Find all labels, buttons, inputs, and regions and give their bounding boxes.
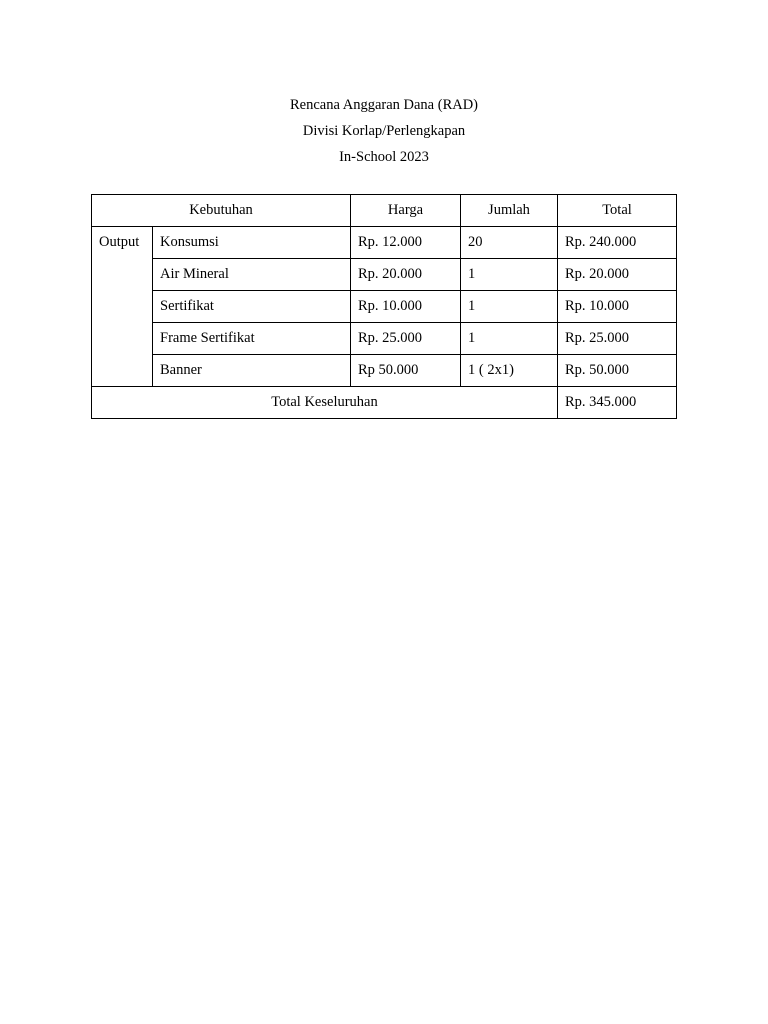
cell-total: Rp. 240.000 bbox=[558, 227, 677, 259]
table-row bbox=[92, 227, 677, 259]
cell-total: Rp. 25.000 bbox=[558, 323, 677, 355]
header-kebutuhan: Kebutuhan bbox=[92, 195, 351, 227]
table-row bbox=[92, 355, 677, 387]
title-line-main: Rencana Anggaran Dana (RAD) bbox=[289, 97, 479, 113]
cell-item: Banner bbox=[153, 355, 351, 387]
table-header-row bbox=[92, 195, 677, 227]
cell-total: Rp. 20.000 bbox=[558, 259, 677, 291]
cell-item: Konsumsi bbox=[153, 227, 351, 259]
cell-harga: Rp. 12.000 bbox=[351, 227, 461, 259]
cell-harga: Rp. 20.000 bbox=[351, 259, 461, 291]
budget-table bbox=[91, 194, 677, 419]
cell-harga: Rp 50.000 bbox=[351, 355, 461, 387]
cell-jumlah: 1 bbox=[461, 291, 558, 323]
title-line-event: In-School 2023 bbox=[339, 149, 429, 165]
grand-total-label: Total Keseluruhan bbox=[92, 387, 558, 419]
cell-jumlah: 20 bbox=[461, 227, 558, 259]
cell-total: Rp. 50.000 bbox=[558, 355, 677, 387]
cell-harga: Rp. 10.000 bbox=[351, 291, 461, 323]
grand-total-value: Rp. 345.000 bbox=[558, 387, 677, 419]
group-label-output: Output bbox=[92, 227, 153, 387]
grand-total-row bbox=[92, 387, 677, 419]
cell-item: Frame Sertifikat bbox=[153, 323, 351, 355]
cell-item: Air Mineral bbox=[153, 259, 351, 291]
table-row bbox=[92, 259, 677, 291]
document-title bbox=[0, 92, 768, 170]
cell-harga: Rp. 25.000 bbox=[351, 323, 461, 355]
cell-item: Sertifikat bbox=[153, 291, 351, 323]
cell-total: Rp. 10.000 bbox=[558, 291, 677, 323]
title-line-division: Divisi Korlap/Perlengkapan bbox=[302, 123, 466, 139]
cell-jumlah: 1 ( 2x1) bbox=[461, 355, 558, 387]
cell-jumlah: 1 bbox=[461, 259, 558, 291]
table-row bbox=[92, 291, 677, 323]
header-jumlah: Jumlah bbox=[461, 195, 558, 227]
cell-jumlah: 1 bbox=[461, 323, 558, 355]
table-row bbox=[92, 323, 677, 355]
header-total: Total bbox=[558, 195, 677, 227]
header-harga: Harga bbox=[351, 195, 461, 227]
